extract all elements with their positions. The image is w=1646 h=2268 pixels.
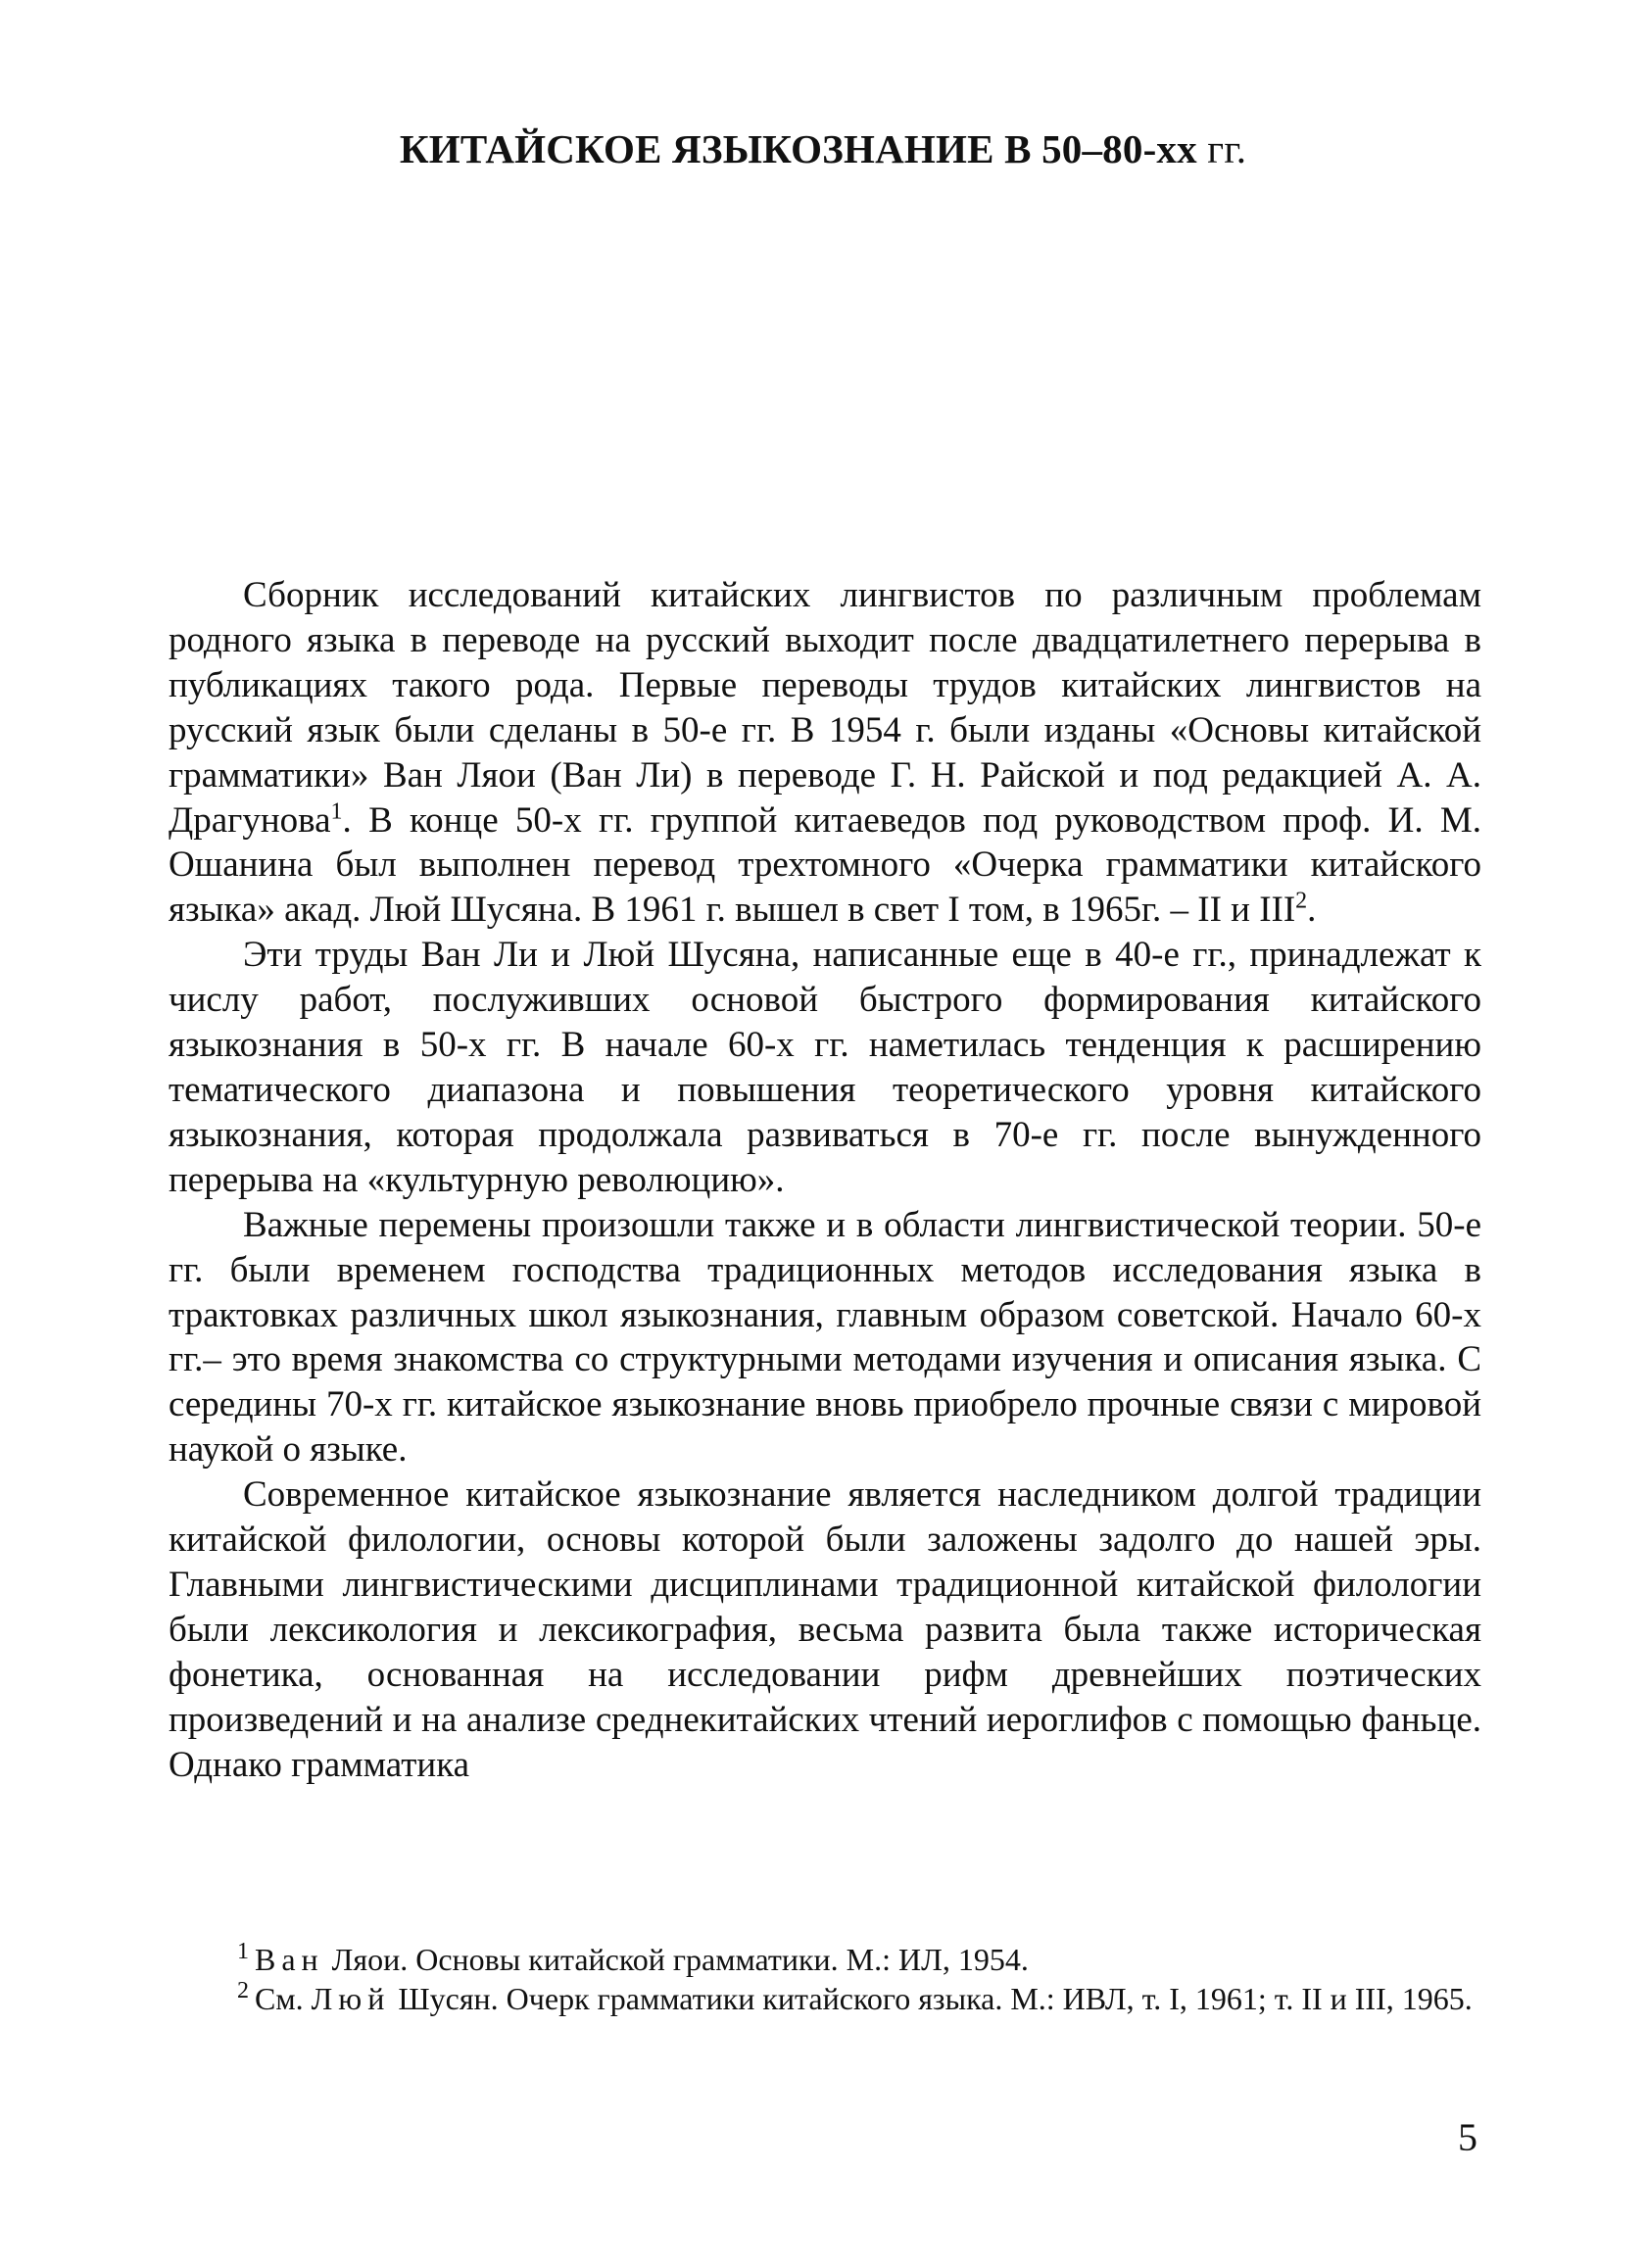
footnote-1-marker: 1 [237,1939,249,1965]
paragraph-1-part-b: . В конце 50-х гг. группой китаеведов под руководством проф. И. М. Ошанина был выполнен перевод трехтомного «Очерка грамматики китайского языка» акад. Люй Шусяна. В 1961 г. вышел в свет I том, в 1965г. – II и III [169,799,1481,931]
paragraph-1-part-c: . [1307,890,1317,931]
paragraph-2: Эти труды Ван Ли и Люй Шусяна, написанные еще в 40-е гг., принадлежат к числу работ, послуживших основой быстрого формирования китайского языкознания в 50-х гг. В начале 60-х гг. наметилась тенденция к расширению тематического диапазона и повышения теоретического уровня китайского языкознания, которая продолжала развиваться в 70-е гг. после вынужденного перерыва на «культурную революцию». [169,935,1481,1200]
footnote-2-text: Шусян. Очерк грамматики китайского языка. М.: ИВЛ, т. I, 1961; т. II и III, 1965. [398,1981,1473,2016]
footnote-1 [169,1940,1481,1979]
footnote-1-author: Ван [255,1942,324,1977]
footnote-2-author: Люй [311,1981,391,2016]
footnote-2-marker: 2 [237,1978,249,2004]
body-text [169,573,1481,1787]
title-suffix: гг. [1207,126,1247,171]
page-title [0,125,1646,172]
paragraph-1 [169,573,1481,933]
footnote-1-text: Ляои. Основы китайской грамматики. М.: ИЛ, 1954. [331,1942,1029,1977]
title-main: КИТАЙСКОЕ ЯЗЫКОЗНАНИЕ В 50–80-хх [399,126,1197,171]
footnote-ref-2[interactable]: 2 [1295,889,1308,915]
paragraph-3: Важные перемены произошли также и в области лингвистической теории. 50-е гг. были временем господства традиционных методов исследования языка в трактовках различных школ языкознания, главным образом советской. Начало 60-х гг.– это время знакомства со структурными методами изучения и описания языка. С середины 70-х гг. китайское языкознание вновь приобрело прочные связи с мировой наукой о языке. [169,1204,1481,1471]
paragraph-4: Современное китайское языкознание является наследником долгой традиции китайской филологии, основы которой были заложены задолго до нашей эры. Главными лингвистическими дисциплинами традиционной китайской филологии были лексикология и лексикография, весьма развита была также историческая фонетика, основанная на исследовании рифм древнейших поэтических произведений и на анализе среднекитайских чтений иероглифов с помощью фаньце. Однако грамматика [169,1474,1481,1785]
footnotes [169,1940,1481,2018]
footnote-2-prefix: См. [255,1981,304,2016]
page-number: 5 [1458,2115,1477,2159]
paragraph-1-part-a: Сборник исследований китайских лингвистов по различным проблемам родного языка в переводе на русский выходит после двадцатилетнего перерыва в публикациях такого рода. Первые переводы трудов китайских лингвистов на русский язык были сделаны в 50-е гг. В 1954 г. были изданы «Основы китайской грамматики» Ван Ляои (Ван Ли) в переводе Г. Н. Райской и под редакцией А. А. Драгунова [169,575,1481,841]
footnote-2 [169,1979,1481,2018]
footnote-ref-1[interactable]: 1 [330,798,343,825]
